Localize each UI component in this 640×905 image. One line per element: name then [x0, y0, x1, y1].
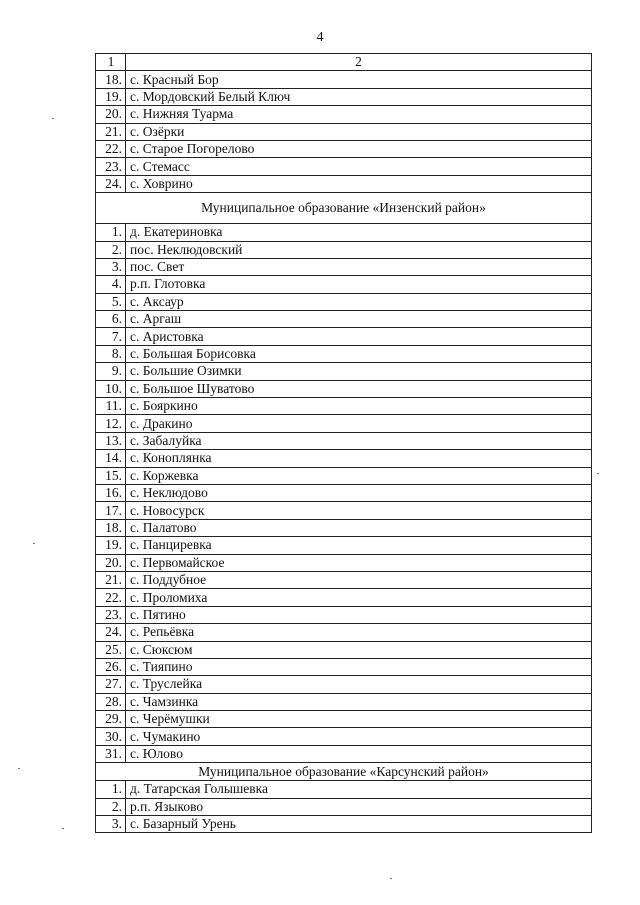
settlement-name: с. Панциревка — [126, 537, 592, 554]
header-col-name: 2 — [126, 54, 592, 71]
row-number: 4. — [96, 276, 126, 293]
settlement-name: с. Бояркино — [126, 398, 592, 415]
table-row — [96, 224, 592, 241]
table-row — [96, 728, 592, 745]
row-number: 17. — [96, 502, 126, 519]
settlement-name: с. Юлово — [126, 745, 592, 762]
row-number: 8. — [96, 345, 126, 362]
settlement-name: р.п. Глотовка — [126, 276, 592, 293]
settlements-table-body — [96, 54, 592, 833]
settlement-name: с. Аристовка — [126, 328, 592, 345]
settlement-name: с. Большая Борисовка — [126, 345, 592, 362]
settlement-name: с. Ховрино — [126, 175, 592, 192]
settlement-name: пос. Свет — [126, 258, 592, 275]
table-row — [96, 106, 592, 123]
settlement-name: с. Мордовский Белый Ключ — [126, 88, 592, 105]
row-number: 20. — [96, 106, 126, 123]
row-number: 10. — [96, 380, 126, 397]
row-number: 18. — [96, 71, 126, 88]
settlement-name: д. Екатериновка — [126, 224, 592, 241]
table-row — [96, 71, 592, 88]
table-row — [96, 450, 592, 467]
settlement-name: с. Чамзинка — [126, 693, 592, 710]
row-number: 20. — [96, 554, 126, 571]
table-row — [96, 606, 592, 623]
table-row — [96, 398, 592, 415]
table-row — [96, 123, 592, 140]
table-row — [96, 745, 592, 762]
row-number: 27. — [96, 676, 126, 693]
table-row — [96, 415, 592, 432]
table-row — [96, 693, 592, 710]
settlement-name: с. Нижняя Туарма — [126, 106, 592, 123]
settlement-name: с. Большие Озимки — [126, 363, 592, 380]
table-row — [96, 88, 592, 105]
table-row — [96, 241, 592, 258]
settlement-name: с. Тияпино — [126, 658, 592, 675]
row-number: 28. — [96, 693, 126, 710]
row-number: 2. — [96, 798, 126, 815]
table-row — [96, 502, 592, 519]
settlement-name: с. Коржевка — [126, 467, 592, 484]
table-row — [96, 175, 592, 192]
row-number: 14. — [96, 450, 126, 467]
table-row — [96, 380, 592, 397]
row-number: 11. — [96, 398, 126, 415]
table-row — [96, 328, 592, 345]
row-number: 26. — [96, 658, 126, 675]
settlement-name: с. Чумакино — [126, 728, 592, 745]
table-row — [96, 624, 592, 641]
row-number: 22. — [96, 140, 126, 157]
row-number: 3. — [96, 258, 126, 275]
row-number: 1. — [96, 224, 126, 241]
row-number: 23. — [96, 606, 126, 623]
table-row — [96, 658, 592, 675]
row-number: 19. — [96, 537, 126, 554]
table-row — [96, 798, 592, 815]
table-row — [96, 467, 592, 484]
settlements-table — [95, 53, 592, 833]
row-number: 7. — [96, 328, 126, 345]
row-number: 22. — [96, 589, 126, 606]
settlement-name: пос. Неклюдовский — [126, 241, 592, 258]
row-number: 15. — [96, 467, 126, 484]
table-row — [96, 816, 592, 833]
settlement-name: р.п. Языково — [126, 798, 592, 815]
settlement-name: с. Забалуйка — [126, 432, 592, 449]
settlement-name: с. Новосурск — [126, 502, 592, 519]
table-row — [96, 293, 592, 310]
table-row — [96, 554, 592, 571]
section-title-row — [96, 763, 592, 781]
row-number: 19. — [96, 88, 126, 105]
row-number: 12. — [96, 415, 126, 432]
table-row — [96, 311, 592, 328]
section-title: Муниципальное образование «Инзенский район» — [96, 193, 592, 224]
row-number: 6. — [96, 311, 126, 328]
row-number: 21. — [96, 123, 126, 140]
settlement-name: с. Аксаур — [126, 293, 592, 310]
scan-speck — [390, 878, 392, 879]
settlement-name: с. Старое Погорелово — [126, 140, 592, 157]
settlement-name: с. Аргаш — [126, 311, 592, 328]
settlement-name: с. Дракино — [126, 415, 592, 432]
scan-speck — [62, 828, 64, 829]
row-number: 21. — [96, 571, 126, 588]
table-row — [96, 711, 592, 728]
settlement-name: д. Татарская Голышевка — [126, 781, 592, 798]
row-number: 13. — [96, 432, 126, 449]
row-number: 2. — [96, 241, 126, 258]
settlement-name: с. Стемасс — [126, 158, 592, 175]
table-row — [96, 345, 592, 362]
row-number: 25. — [96, 641, 126, 658]
scan-speck — [18, 768, 20, 769]
scan-speck — [597, 473, 599, 474]
table-row — [96, 641, 592, 658]
settlement-name: с. Поддубное — [126, 571, 592, 588]
settlement-name: с. Черёмушки — [126, 711, 592, 728]
table-row — [96, 484, 592, 501]
row-number: 30. — [96, 728, 126, 745]
section-title-row — [96, 193, 592, 224]
table-row — [96, 537, 592, 554]
row-number: 16. — [96, 484, 126, 501]
settlement-name: с. Озёрки — [126, 123, 592, 140]
row-number: 24. — [96, 624, 126, 641]
page-number: 4 — [316, 30, 324, 45]
table-row — [96, 363, 592, 380]
row-number: 1. — [96, 781, 126, 798]
scan-speck — [33, 543, 35, 544]
table-row — [96, 589, 592, 606]
table-row — [96, 571, 592, 588]
settlement-name: с. Большое Шуватово — [126, 380, 592, 397]
table-row — [96, 781, 592, 798]
settlement-name: с. Репьёвка — [126, 624, 592, 641]
table-row — [96, 158, 592, 175]
settlement-name: с. Первомайское — [126, 554, 592, 571]
row-number: 18. — [96, 519, 126, 536]
settlement-name: с. Неклюдово — [126, 484, 592, 501]
scan-speck — [52, 118, 54, 119]
section-title: Муниципальное образование «Карсунский район» — [96, 763, 592, 781]
settlement-name: с. Красный Бор — [126, 71, 592, 88]
table-row — [96, 258, 592, 275]
table-row — [96, 676, 592, 693]
settlement-name: с. Пятино — [126, 606, 592, 623]
table-row — [96, 140, 592, 157]
settlement-name: с. Базарный Урень — [126, 816, 592, 833]
settlement-name: с. Проломиха — [126, 589, 592, 606]
row-number: 31. — [96, 745, 126, 762]
settlement-name: с. Сюксюм — [126, 641, 592, 658]
row-number: 9. — [96, 363, 126, 380]
settlement-name: с. Труслейка — [126, 676, 592, 693]
settlement-name: с. Коноплянка — [126, 450, 592, 467]
table-row — [96, 276, 592, 293]
table-header-row — [96, 54, 592, 71]
row-number: 5. — [96, 293, 126, 310]
settlement-name: с. Палатово — [126, 519, 592, 536]
table-row — [96, 519, 592, 536]
row-number: 23. — [96, 158, 126, 175]
table-row — [96, 432, 592, 449]
row-number: 29. — [96, 711, 126, 728]
row-number: 3. — [96, 816, 126, 833]
row-number: 24. — [96, 175, 126, 192]
header-col-number: 1 — [96, 54, 126, 71]
